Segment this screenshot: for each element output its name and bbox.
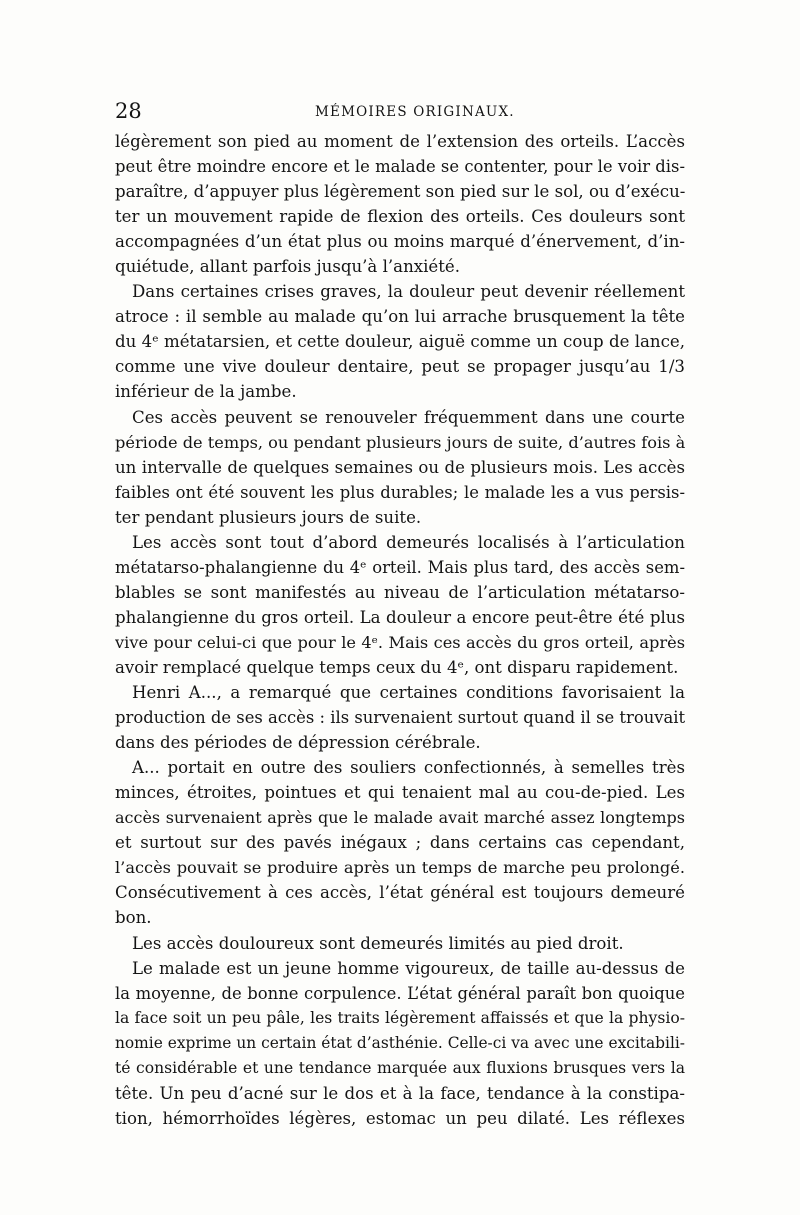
text-line: tête. Un peu d’acné sur le dos et à la face, tendance à la constipa-: [115, 1083, 685, 1103]
text-line: quiétude, allant parfois jusqu’à l’anxiété.: [115, 257, 461, 277]
text-line: l’accès pouvait se produire après un temps de marche peu prolongé.: [115, 858, 685, 878]
text-line: peut être moindre encore et le malade se contenter, pour le voir dis-: [115, 157, 685, 177]
text-line: A... portait en outre des souliers confectionnés, à semelles très: [132, 758, 685, 778]
text-line: tion, hémorrhoïdes légères, estomac un peu dilaté. Les réflexes: [115, 1108, 685, 1128]
text-line: accès survenaient après que le malade avait marché assez longtemps: [115, 808, 685, 828]
text-line: bon.: [115, 908, 152, 928]
text-line: blables se sont manifestés au niveau de l’articulation métatarso-: [115, 582, 685, 602]
text-line: la face soit un peu pâle, les traits légèrement affaissés et que la physio-: [115, 1008, 685, 1027]
text-line: Les accès douloureux sont demeurés limités au pied droit.: [132, 933, 624, 953]
text-line: vive pour celui-ci que pour le 4ᵉ. Mais ces accès du gros orteil, après: [115, 632, 685, 652]
text-line: Henri A..., a remarqué que certaines conditions favorisaient la: [132, 683, 685, 703]
text-line: minces, étroites, pointues et qui tenaient mal au cou-de-pied. Les: [115, 783, 685, 803]
text-line: atroce : il semble au malade qu’on lui arrache brusquement la tête: [115, 307, 685, 327]
text-line: Ces accès peuvent se renouveler fréquemment dans une courte: [132, 407, 685, 427]
text-line: avoir remplacé quelque temps ceux du 4ᵉ, ont disparu rapidement.: [115, 657, 679, 677]
text-line: paraître, d’appuyer plus légèrement son pied sur le sol, ou d’exécu-: [115, 182, 685, 202]
text-line: du 4ᵉ métatarsien, et cette douleur, aiguë comme un coup de lance,: [115, 332, 685, 352]
page-number: 28: [115, 99, 142, 123]
text-line: métatarso-phalangienne du 4ᵉ orteil. Mais plus tard, des accès sem-: [115, 557, 685, 577]
text-line: nomie exprime un certain état d’asthénie. Celle-ci va avec une excitabili-: [115, 1033, 685, 1052]
text-line: ter pendant plusieurs jours de suite.: [115, 507, 422, 527]
text-line: période de temps, ou pendant plusieurs jours de suite, d’autres fois à: [115, 432, 685, 452]
text-line: légèrement son pied au moment de l’extension des orteils. L’accès: [115, 132, 685, 151]
text-line: un intervalle de quelques semaines ou de plusieurs mois. Les accès: [115, 457, 685, 477]
text-line: production de ses accès : ils survenaient surtout quand il se trouvait: [115, 708, 685, 728]
text-line: faibles ont été souvent les plus durables; le malade les a vus persis-: [115, 482, 685, 502]
text-line: la moyenne, de bonne corpulence. L’état général paraît bon quoique: [115, 983, 685, 1003]
body-text: [115, 129, 685, 1131]
text-line: phalangienne du gros orteil. La douleur a encore peut-être été plus: [115, 607, 685, 627]
text-line: Dans certaines crises graves, la douleur peut devenir réellement: [132, 282, 685, 302]
text-line: comme une vive douleur dentaire, peut se propager jusqu’au 1/3: [115, 357, 685, 377]
text-line: inférieur de la jambe.: [115, 382, 297, 402]
text-line: accompagnées d’un état plus ou moins marqué d’énervement, d’in-: [115, 232, 685, 252]
text-line: ter un mouvement rapide de flexion des orteils. Ces douleurs sont: [115, 207, 685, 227]
running-title: MÉMOIRES ORIGINAUX.: [315, 104, 515, 120]
text-line: té considérable et une tendance marquée aux fluxions brusques vers la: [115, 1058, 685, 1077]
text-line: dans des périodes de dépression cérébrale.: [115, 733, 481, 753]
page-header: [115, 97, 685, 125]
text-line: Le malade est un jeune homme vigoureux, de taille au-dessus de: [132, 958, 685, 978]
text-line: Les accès sont tout d’abord demeurés localisés à l’articulation: [132, 532, 685, 552]
text-line: Consécutivement à ces accès, l’état général est toujours demeuré: [115, 883, 685, 903]
text-line: et surtout sur des pavés inégaux ; dans certains cas cependant,: [115, 833, 685, 853]
